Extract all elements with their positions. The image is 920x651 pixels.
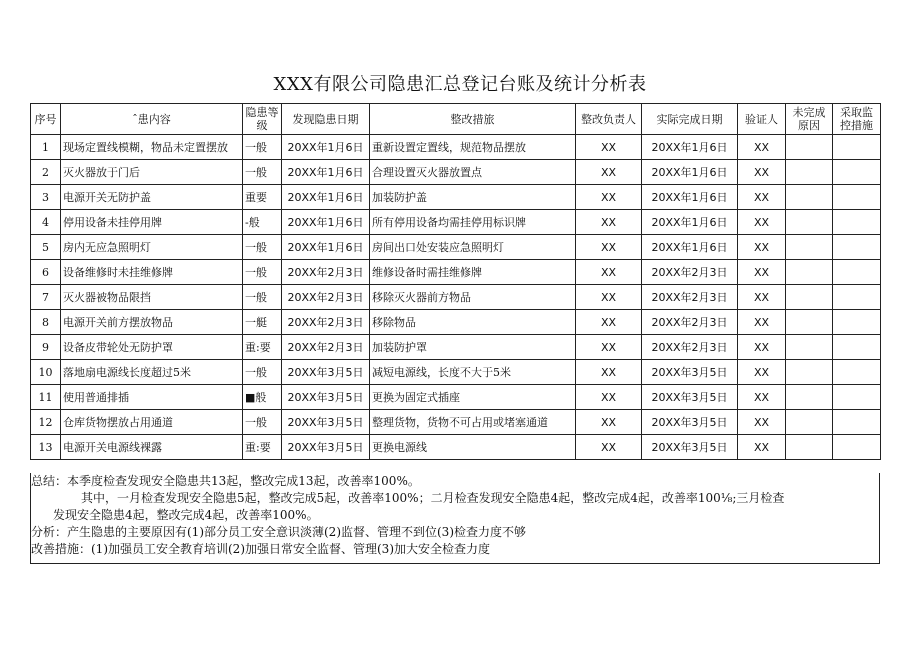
cell-found-date: 20XX年1月6日 [282, 210, 370, 235]
cell-level: 一般 [243, 410, 282, 435]
col-header-monitor: 采取监控措施 [833, 104, 881, 135]
cell-measure: 维修设备时需挂维修牌 [370, 260, 576, 285]
cell-no: 4 [31, 210, 61, 235]
table-row [31, 185, 881, 210]
cell-no: 7 [31, 285, 61, 310]
cell-measure: 重新设置定置线，规范物品摆放 [370, 135, 576, 160]
cell-done-date: 20XX年2月3日 [642, 285, 738, 310]
cell-owner: XX [576, 310, 642, 335]
cell-level: 重:要 [243, 335, 282, 360]
cell-reason [786, 135, 833, 160]
cell-content: 电源开关电源线裸露 [61, 435, 243, 460]
cell-level: ■般 [243, 385, 282, 410]
cell-found-date: 20XX年2月3日 [282, 260, 370, 285]
cell-level: 一般 [243, 235, 282, 260]
cell-verifier: XX [738, 135, 786, 160]
cell-monitor [833, 285, 881, 310]
cell-found-date: 20XX年2月3日 [282, 310, 370, 335]
cell-monitor [833, 410, 881, 435]
cell-level: -般 [243, 210, 282, 235]
cell-measure: 更换电源线 [370, 435, 576, 460]
cell-verifier: XX [738, 160, 786, 185]
cell-owner: XX [576, 360, 642, 385]
summary-monthly-cont: 发现安全隐患4起，整改完成4起，改善率100%。 [53, 508, 319, 522]
table-row [31, 335, 881, 360]
cell-owner: XX [576, 210, 642, 235]
cell-verifier: XX [738, 235, 786, 260]
col-header-content: ˆ患内容 [61, 104, 243, 135]
cell-measure: 整理货物，货物不可占用或堵塞通道 [370, 410, 576, 435]
cell-no: 3 [31, 185, 61, 210]
table-row [31, 310, 881, 335]
cell-measure: 合理设置灭火器放置点 [370, 160, 576, 185]
table-row [31, 385, 881, 410]
cell-done-date: 20XX年3月5日 [642, 410, 738, 435]
cell-monitor [833, 310, 881, 335]
cell-reason [786, 285, 833, 310]
cell-monitor [833, 335, 881, 360]
col-header-done-date: 实际完成日期 [642, 104, 738, 135]
cell-measure: 减短电源线，长度不大于5米 [370, 360, 576, 385]
summary-total: 总结：本季度检查发现安全隐患共13起，整改完成13起，改善率100%。 [31, 474, 420, 488]
cell-done-date: 20XX年1月6日 [642, 135, 738, 160]
cell-reason [786, 335, 833, 360]
cell-found-date: 20XX年2月3日 [282, 335, 370, 360]
cell-done-date: 20XX年3月5日 [642, 385, 738, 410]
cell-content: 房内无应急照明灯 [61, 235, 243, 260]
cell-monitor [833, 385, 881, 410]
summary-block [30, 473, 880, 564]
cell-done-date: 20XX年3月5日 [642, 360, 738, 385]
cell-verifier: XX [738, 360, 786, 385]
cell-owner: XX [576, 335, 642, 360]
cell-found-date: 20XX年3月5日 [282, 385, 370, 410]
cell-found-date: 20XX年2月3日 [282, 285, 370, 310]
cell-no: 8 [31, 310, 61, 335]
col-header-owner: 整改负责人 [576, 104, 642, 135]
cell-no: 12 [31, 410, 61, 435]
cell-verifier: XX [738, 285, 786, 310]
cell-reason [786, 210, 833, 235]
cell-no: 10 [31, 360, 61, 385]
cell-monitor [833, 135, 881, 160]
table-row [31, 360, 881, 385]
cell-done-date: 20XX年1月6日 [642, 160, 738, 185]
table-header-row [31, 104, 881, 135]
cell-reason [786, 235, 833, 260]
cell-found-date: 20XX年1月6日 [282, 235, 370, 260]
cell-verifier: XX [738, 185, 786, 210]
cell-reason [786, 185, 833, 210]
cell-owner: XX [576, 435, 642, 460]
cell-measure: 加装防护罩 [370, 335, 576, 360]
cell-verifier: XX [738, 335, 786, 360]
cell-reason [786, 435, 833, 460]
col-header-no: 序号 [31, 104, 61, 135]
table-row [31, 410, 881, 435]
cell-content: 仓库货物摆放占用通道 [61, 410, 243, 435]
hazard-ledger-table [30, 103, 881, 460]
page-title: XXX有限公司隐患汇总登记台账及统计分析表 [273, 74, 647, 95]
cell-no: 6 [31, 260, 61, 285]
cell-level: 重:要 [243, 435, 282, 460]
cell-reason [786, 410, 833, 435]
col-header-reason: 未完成原因 [786, 104, 833, 135]
cell-content: 现场定置线模糊，物品未定置摆放 [61, 135, 243, 160]
cell-no: 5 [31, 235, 61, 260]
cell-monitor [833, 210, 881, 235]
cell-level: 一艇 [243, 310, 282, 335]
cell-measure: 所有停用设备均需挂停用标识牌 [370, 210, 576, 235]
cell-no: 1 [31, 135, 61, 160]
table-row [31, 210, 881, 235]
table-row [31, 235, 881, 260]
cell-measure: 移除物品 [370, 310, 576, 335]
cell-done-date: 20XX年1月6日 [642, 185, 738, 210]
cell-content: 设备维修时未挂维修牌 [61, 260, 243, 285]
col-header-verifier: 验证人 [738, 104, 786, 135]
col-header-found-date: 发现隐患日期 [282, 104, 370, 135]
table-row [31, 160, 881, 185]
cell-owner: XX [576, 135, 642, 160]
summary-improvement: 改善措施：(1)加强员工安全教育培训(2)加强日常安全监督、管理(3)加大安全检查力度 [31, 542, 490, 556]
cell-monitor [833, 160, 881, 185]
cell-found-date: 20XX年3月5日 [282, 410, 370, 435]
cell-level: 一般 [243, 285, 282, 310]
cell-no: 13 [31, 435, 61, 460]
cell-verifier: XX [738, 310, 786, 335]
table-row [31, 135, 881, 160]
cell-reason [786, 310, 833, 335]
cell-content: 灭火器被物品限挡 [61, 285, 243, 310]
cell-no: 11 [31, 385, 61, 410]
cell-measure: 移除灭火器前方物品 [370, 285, 576, 310]
cell-verifier: XX [738, 260, 786, 285]
cell-owner: XX [576, 185, 642, 210]
cell-verifier: XX [738, 385, 786, 410]
cell-reason [786, 360, 833, 385]
cell-found-date: 20XX年1月6日 [282, 160, 370, 185]
summary-analysis: 分析：产生隐患的主要原因有(1)部分员工安全意识淡薄(2)监督、管理不到位(3)检查力度不够 [31, 525, 526, 539]
cell-no: 2 [31, 160, 61, 185]
cell-owner: XX [576, 385, 642, 410]
cell-level: 一般 [243, 360, 282, 385]
cell-no: 9 [31, 335, 61, 360]
cell-verifier: XX [738, 210, 786, 235]
col-header-measure: 整改措旅 [370, 104, 576, 135]
cell-measure: 加装防护盖 [370, 185, 576, 210]
cell-done-date: 20XX年2月3日 [642, 335, 738, 360]
cell-content: 设备皮带轮处无防护罩 [61, 335, 243, 360]
cell-owner: XX [576, 235, 642, 260]
table-row [31, 435, 881, 460]
cell-done-date: 20XX年2月3日 [642, 260, 738, 285]
cell-level: 一般 [243, 160, 282, 185]
cell-measure: 更换为固定式插座 [370, 385, 576, 410]
cell-content: 电源开关无防护盖 [61, 185, 243, 210]
cell-monitor [833, 260, 881, 285]
cell-found-date: 20XX年1月6日 [282, 185, 370, 210]
cell-reason [786, 385, 833, 410]
cell-monitor [833, 360, 881, 385]
cell-content: 电源开关前方摆放物品 [61, 310, 243, 335]
cell-verifier: XX [738, 410, 786, 435]
cell-done-date: 20XX年1月6日 [642, 235, 738, 260]
summary-monthly: 其中，一月检查发现安全隐患5起，整改完成5起，改善率100%；二月检查发现安全隐患4起，整改完成4起，改善率100⅛;三月检查 [81, 491, 785, 505]
cell-found-date: 20XX年1月6日 [282, 135, 370, 160]
cell-reason [786, 160, 833, 185]
cell-content: 落地扇电源线长度超过5米 [61, 360, 243, 385]
cell-content: 使用普通排插 [61, 385, 243, 410]
cell-verifier: XX [738, 435, 786, 460]
cell-done-date: 20XX年3月5日 [642, 435, 738, 460]
cell-done-date: 20XX年2月3日 [642, 310, 738, 335]
cell-reason [786, 260, 833, 285]
cell-owner: XX [576, 285, 642, 310]
cell-done-date: 20XX年1月6日 [642, 210, 738, 235]
cell-content: 灭火器放于门后 [61, 160, 243, 185]
cell-found-date: 20XX年3月5日 [282, 360, 370, 385]
col-header-level: 隐患等级 [243, 104, 282, 135]
cell-owner: XX [576, 260, 642, 285]
cell-level: 一般 [243, 260, 282, 285]
cell-level: 重要 [243, 185, 282, 210]
cell-found-date: 20XX年3月5日 [282, 435, 370, 460]
cell-owner: XX [576, 160, 642, 185]
cell-monitor [833, 235, 881, 260]
cell-owner: XX [576, 410, 642, 435]
table-row [31, 285, 881, 310]
cell-monitor [833, 435, 881, 460]
cell-monitor [833, 185, 881, 210]
table-row [31, 260, 881, 285]
cell-level: 一般 [243, 135, 282, 160]
cell-measure: 房间出口处安装应急照明灯 [370, 235, 576, 260]
cell-content: 停用设备未挂停用牌 [61, 210, 243, 235]
